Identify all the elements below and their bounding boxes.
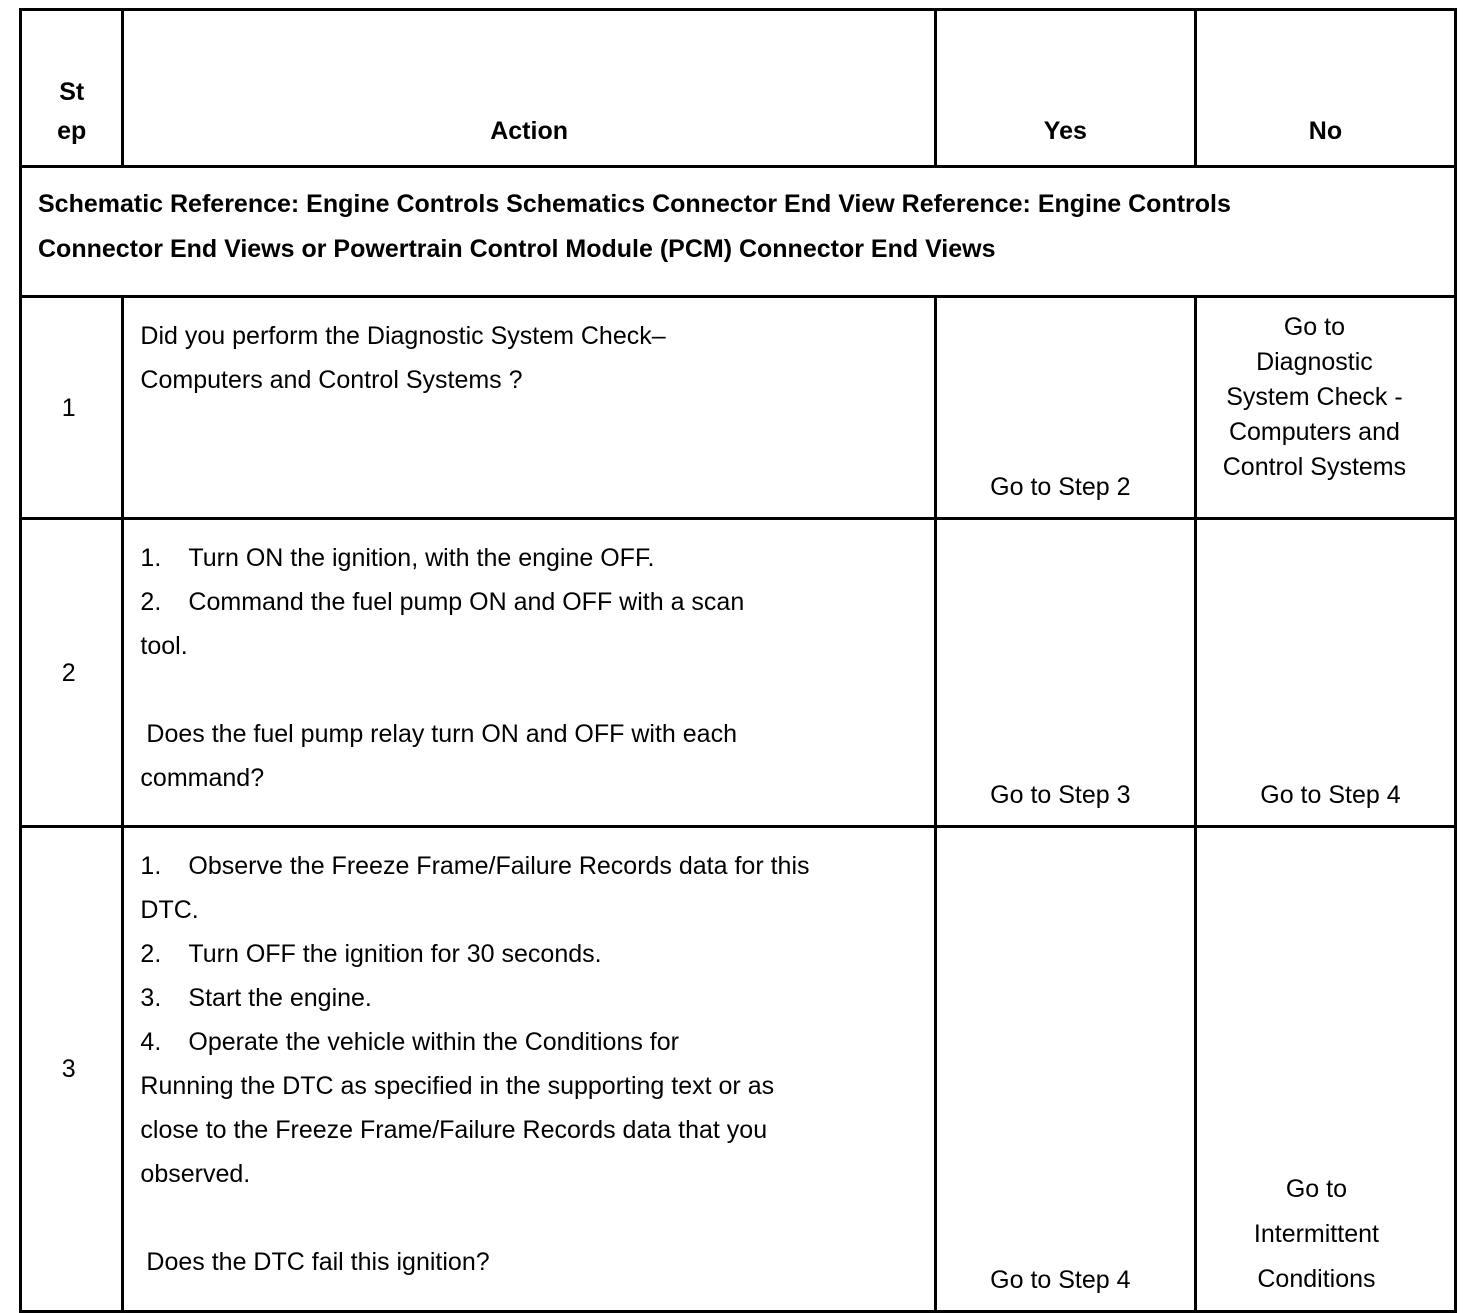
action-item [140,844,893,888]
header-step-line2: ep [57,117,87,145]
item-number: 1. [140,852,162,880]
step-number: 1 [21,297,123,519]
action-line: DTC. [140,896,199,924]
action-cell [123,827,935,1312]
no-line: Intermittent [1253,1220,1379,1248]
step-number: 2 [21,519,123,827]
item-number: 1. [140,544,162,572]
action-line: Did you perform the Diagnostic System Check– [140,322,666,350]
item-number: 4. [140,1028,162,1056]
step-number: 3 [21,827,123,1312]
no-cell: Go to Step 4 [1195,519,1455,827]
action-cell [123,519,935,827]
yes-cell: Go to Step 4 [935,827,1195,1312]
header-action: Action [123,10,935,167]
reference-line-1: Schematic Reference: Engine Controls Schematics Connector End View Reference: Engine Controls [38,190,1231,218]
action-line: observed. [140,1160,251,1188]
action-line: tool. [140,632,188,660]
header-no: No [1195,10,1455,167]
no-line: Computers and [1228,418,1400,446]
no-line: Diagnostic [1256,348,1373,376]
action-item [140,580,893,624]
no-line: Go to [1283,313,1346,341]
action-item [140,976,893,1020]
no-line: Go to [1285,1175,1348,1203]
reference-cell [21,167,1456,297]
item-text: Operate the vehicle within the Conditions for [188,1028,679,1056]
no-line: Control Systems [1222,453,1407,481]
item-number: 3. [140,984,162,1012]
yes-cell: Go to Step 3 [935,519,1195,827]
yes-cell: Go to Step 2 [935,297,1195,519]
table-row-step-2 [21,519,1456,827]
item-text: Start the engine. [188,984,372,1012]
action-item [140,932,893,976]
question-line: Does the DTC fail this ignition? [146,1248,490,1276]
item-text: Turn ON the ignition, with the engine OFF. [188,544,655,572]
action-item [140,536,893,580]
spacer [140,668,893,712]
item-number: 2. [140,588,162,616]
spacer [140,1196,893,1240]
item-text: Turn OFF the ignition for 30 seconds. [188,940,602,968]
diagnostic-table [19,8,1457,1313]
table-row-step-3 [21,827,1456,1312]
action-line: close to the Freeze Frame/Failure Records data that you [140,1116,768,1144]
header-step [21,10,123,167]
item-number: 2. [140,940,162,968]
action-line: Running the DTC as specified in the supporting text or as [140,1072,775,1100]
action-line: Computers and Control Systems ? [140,366,523,394]
header-row [21,10,1456,167]
reference-line-2: Connector End Views or Powertrain Control Module (PCM) Connector End Views [38,235,996,263]
no-cell [1195,297,1455,519]
no-line: System Check - [1226,383,1403,411]
action-item [140,1020,893,1064]
item-text: Observe the Freeze Frame/Failure Records data for this [188,852,810,880]
item-text: Command the fuel pump ON and OFF with a scan [188,588,745,616]
no-cell [1195,827,1455,1312]
table-row-step-1 [21,297,1456,519]
reference-row [21,167,1456,297]
header-step-line1: St [59,78,85,106]
header-yes: Yes [935,10,1195,167]
question-line: Does the fuel pump relay turn ON and OFF with each [146,720,737,748]
action-cell [123,297,935,519]
no-line: Conditions [1257,1265,1376,1293]
question-line: command? [140,764,265,792]
